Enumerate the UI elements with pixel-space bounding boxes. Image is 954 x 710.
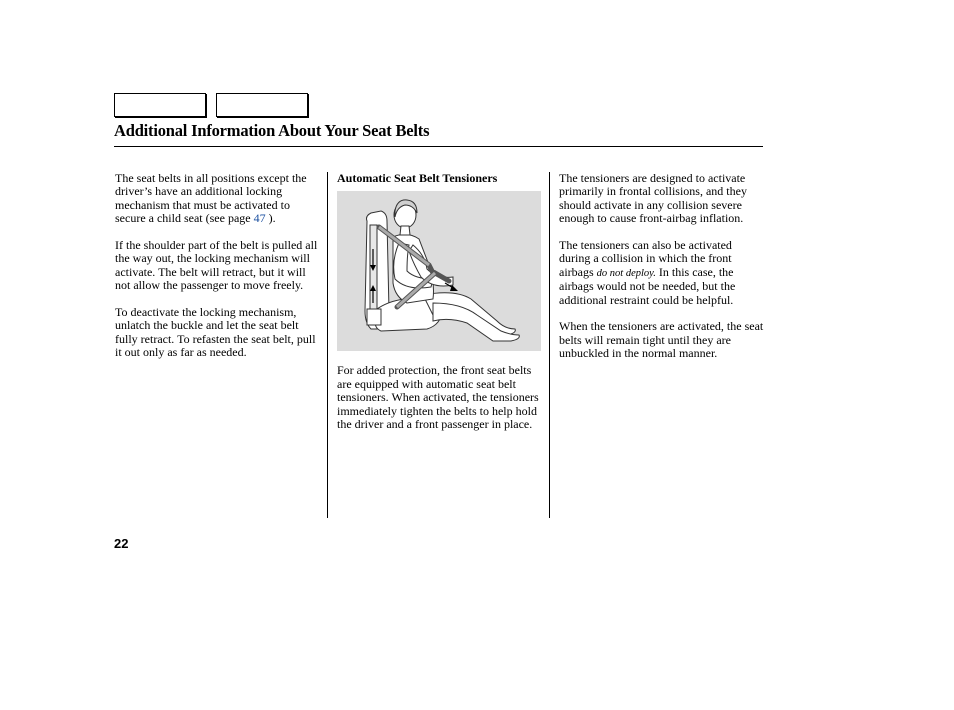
column-2: [337, 172, 543, 445]
column-divider-2: [549, 172, 550, 518]
title-rule: [114, 146, 763, 147]
column-1: [115, 172, 319, 373]
col1-paragraph-3: To deactivate the locking mechanism, unlatch the buckle and let the seat belt fully retract. To refasten the seat belt, pull it out only as far as needed.: [115, 305, 316, 360]
nav-tab-box-2[interactable]: [216, 93, 308, 117]
tensioners-subheading: Automatic Seat Belt Tensioners: [337, 171, 498, 185]
col3-paragraph-1: The tensioners are designed to activate primarily in frontal collisions, and they should activate in any collision severe enough to cause front-airbag inflation.: [559, 171, 747, 226]
col1-paragraph-2: If the shoulder part of the belt is pulled all the way out, the locking mechanism will activate. The belt will retract, but it will not allow the passenger to move freely.: [115, 238, 318, 293]
page-title: Additional Information About Your Seat Belts: [114, 121, 430, 140]
page-reference-link[interactable]: 47: [253, 211, 266, 226]
column-3: [559, 172, 765, 374]
col2-paragraph-1: For added protection, the front seat belts are equipped with automatic seat belt tensioners. When activated, the tensioners immediately tighten the belts to help hold the driver and a front passenger in place.: [337, 363, 539, 432]
col1-p1-tail: ).: [265, 211, 276, 226]
col1-p1-text: The seat belts in all positions except the driver’s have an additional locking mechanism that must be activated to secure a child seat (see page: [115, 171, 307, 226]
col3-p2-part-b: In this case, the airbags would not be needed, but the additional restraint could be helpful.: [559, 264, 736, 307]
nav-tab-box-1[interactable]: [114, 93, 206, 117]
col1-paragraph-1: [115, 172, 319, 226]
column-divider-1: [327, 172, 328, 518]
seated-passenger-image: [337, 191, 541, 351]
col3-p2-part-a: The tensioners can also be activated during a collision in which the front airbags: [559, 238, 732, 279]
col3-paragraph-2: [559, 239, 765, 307]
page-number: 22: [114, 536, 129, 551]
col3-paragraph-3: When the tensioners are activated, the seat belts will remain tight until they are unbuckled in the normal manner.: [559, 319, 764, 361]
col3-p2-italic: do not deploy.: [596, 267, 656, 279]
seat-belt-illustration: [337, 191, 541, 351]
